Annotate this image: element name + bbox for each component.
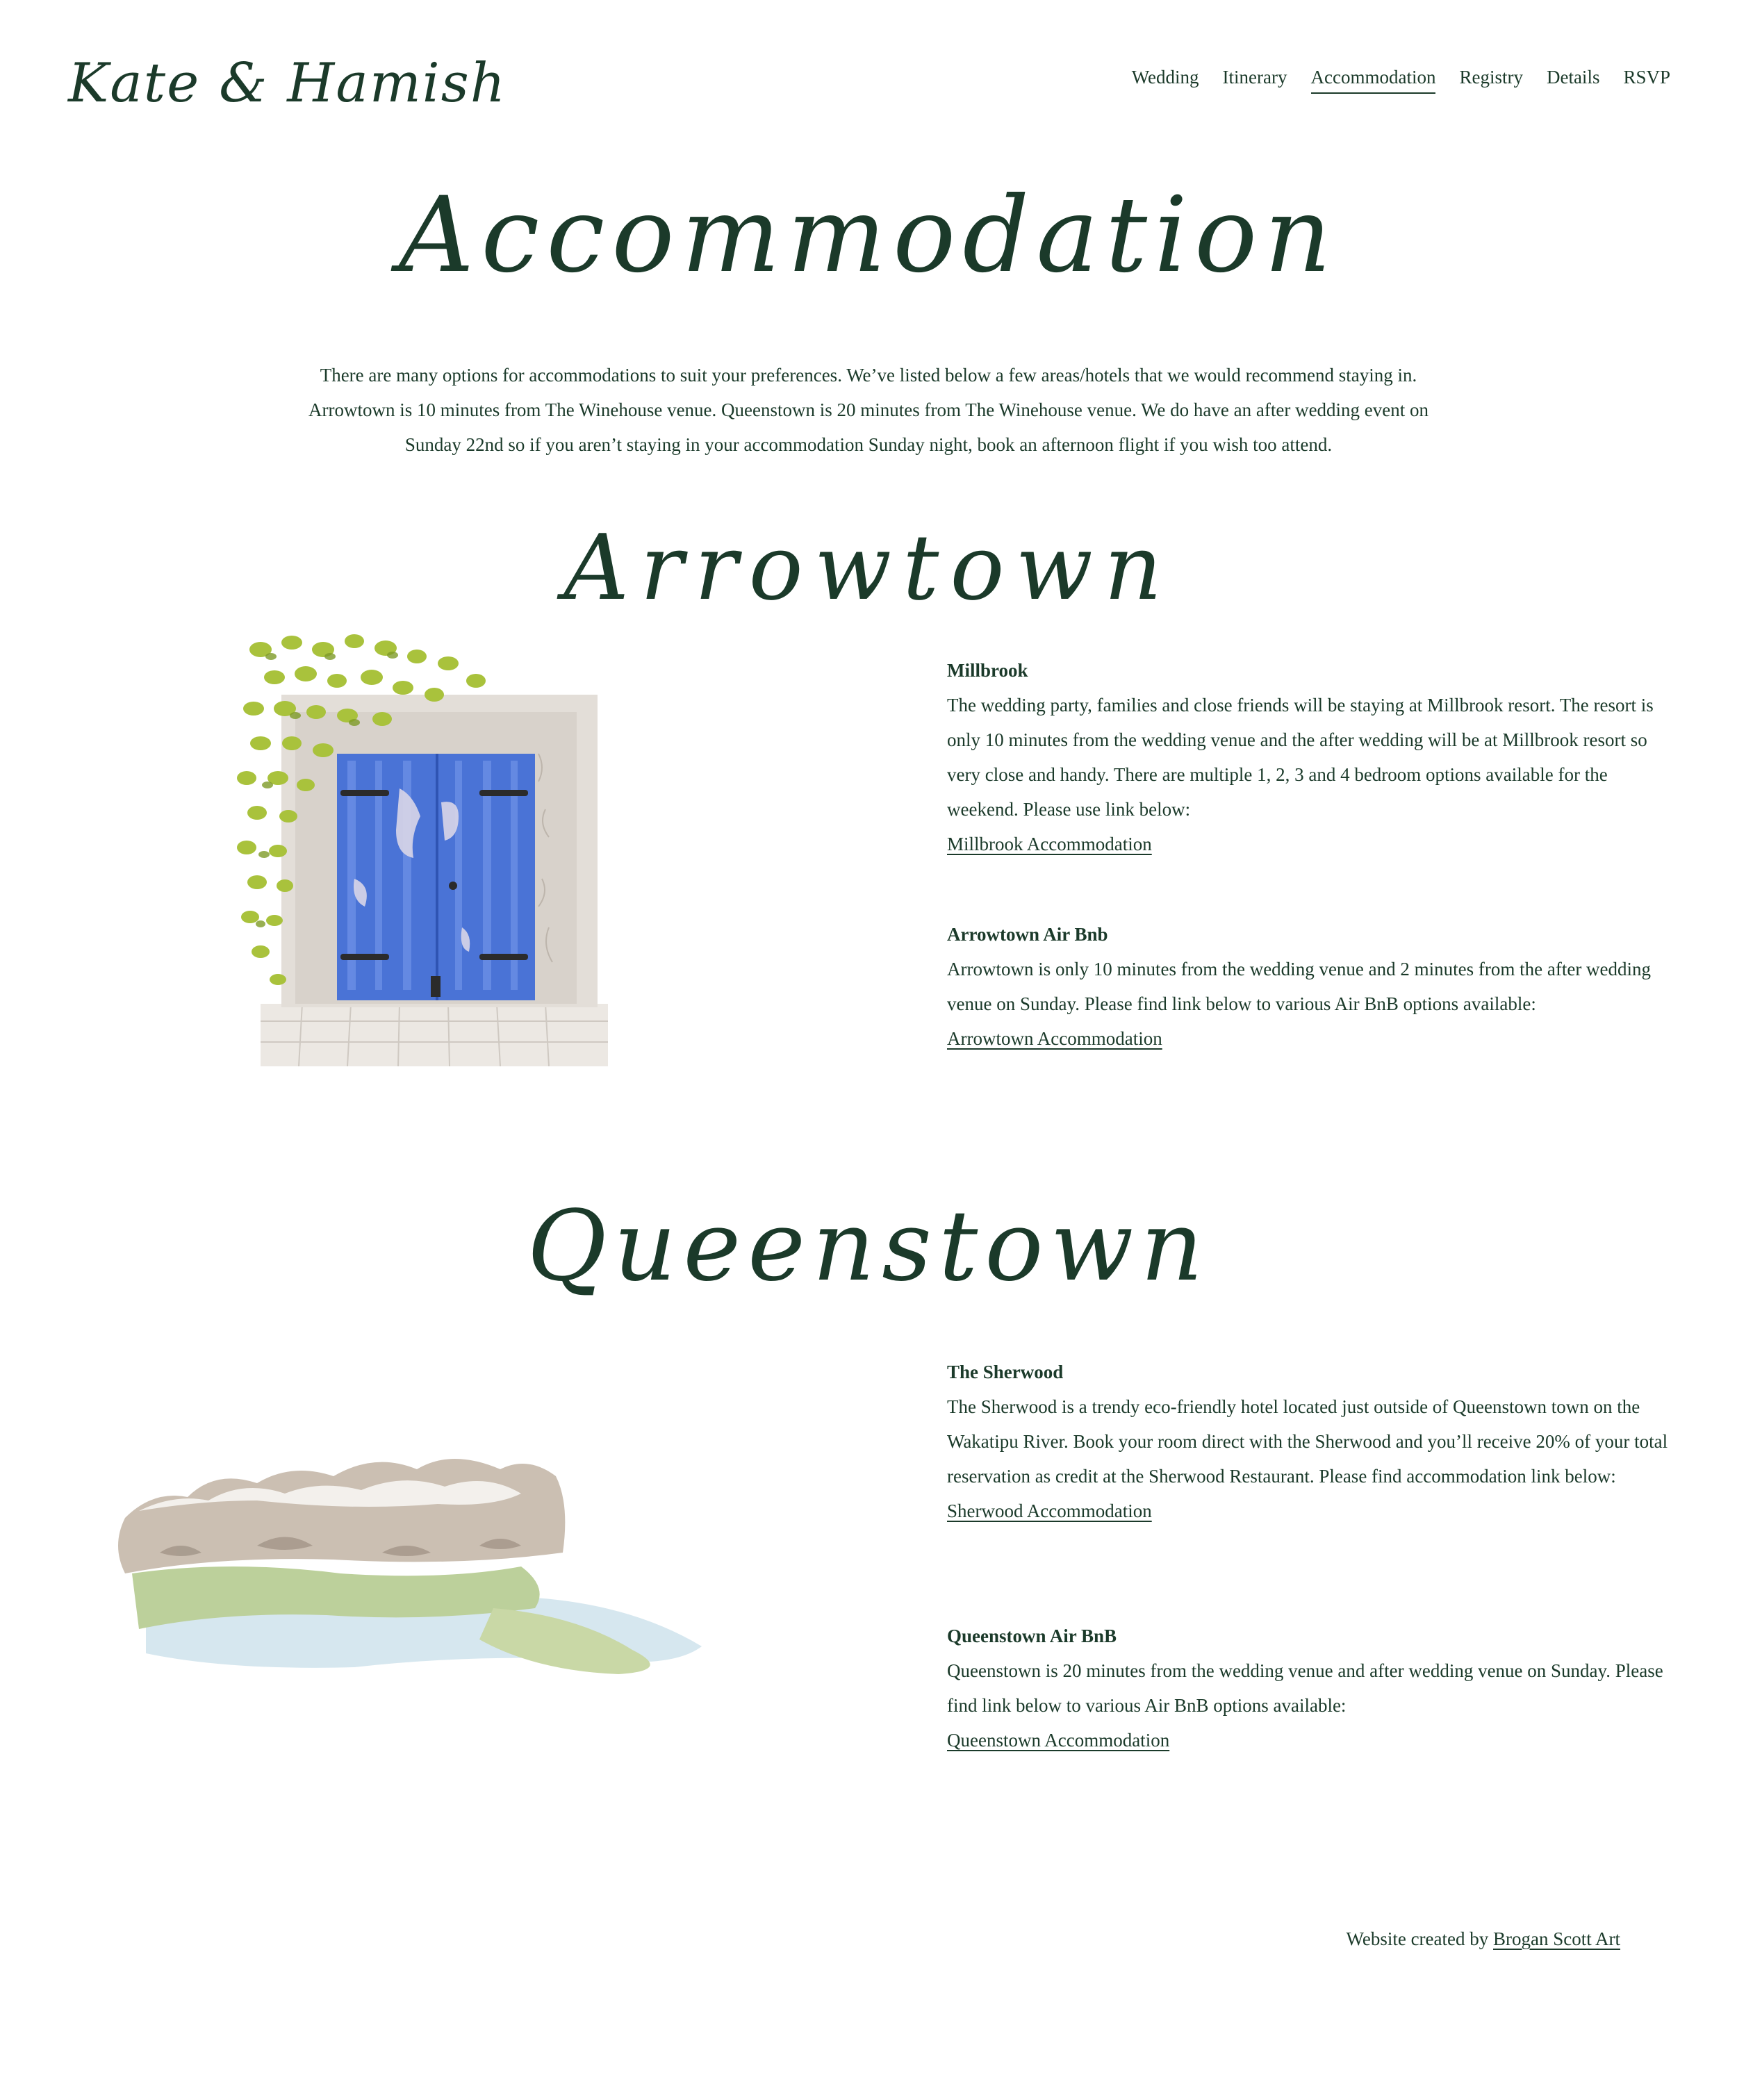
door-watercolor-illustration (233, 629, 629, 1073)
entry-title: Queenstown Air BnB (947, 1626, 1117, 1646)
entry-description: Arrowtown is only 10 minutes from the wedding venue and 2 minutes from the after wedding venue on Sunday. Please find link below to various Air BnB options available: (947, 959, 1652, 1014)
sherwood-accommodation-link[interactable]: Sherwood Accommodation (947, 1500, 1152, 1521)
lake-mountains-watercolor-illustration (118, 1448, 743, 1685)
nav-wedding[interactable]: Wedding (1131, 67, 1199, 88)
entry-queenstown-airbnb (947, 1619, 1670, 1758)
main-navigation (1132, 67, 1670, 94)
brand-text: Kate & Hamish (68, 52, 507, 115)
nav-itinerary[interactable]: Itinerary (1222, 67, 1287, 88)
arrowtown-accommodation-link[interactable]: Arrowtown Accommodation (947, 1028, 1162, 1049)
intro-line-2: Arrowtown is 10 minutes from The Winehouse venue. Queenstown is 20 minutes from The Winehouse venue. We do have an after wedding event on (308, 399, 1429, 420)
entry-description: Queenstown is 20 minutes from the wedding venue and after wedding venue on Sunday. Please find link below to various Air BnB options available: (947, 1660, 1663, 1716)
entry-title: The Sherwood (947, 1362, 1064, 1382)
entry-arrowtown-airbnb (947, 917, 1670, 1056)
entry-sherwood (947, 1355, 1670, 1528)
footer-credit-link[interactable]: Brogan Scott Art (1493, 1928, 1620, 1949)
section-heading-queenstown (0, 1189, 1737, 1303)
footer-credit-prefix: Website created by (1346, 1928, 1489, 1949)
millbrook-accommodation-link[interactable]: Millbrook Accommodation (947, 834, 1152, 854)
intro-line-3: Sunday 22nd so if you aren’t staying in your accommodation Sunday night, book an afternoon flight if you wish too attend. (404, 434, 1333, 455)
nav-accommodation[interactable]: Accommodation (1311, 67, 1436, 94)
entry-title: Arrowtown Air Bnb (947, 924, 1108, 945)
entry-title: Millbrook (947, 660, 1028, 681)
page-title (0, 174, 1737, 296)
nav-rsvp[interactable]: RSVP (1623, 67, 1670, 88)
arrowtown-heading-text: Arrowtown (563, 515, 1174, 620)
entry-millbrook (947, 653, 1670, 861)
brand-wordmark (68, 47, 507, 117)
footer-credit (1347, 1928, 1620, 1950)
entry-description: The wedding party, families and close friends will be staying at Millbrook resort. The resort is only 10 minutes from the wedding venue and the after wedding will be at Millbrook resort so very close and handy. There are multiple 1, 2, 3 and 4 bedroom options available for the weekend. Please use link below: (947, 695, 1654, 820)
nav-registry[interactable]: Registry (1459, 67, 1523, 88)
page-title-text: Accommodation (398, 175, 1339, 296)
queenstown-accommodation-link[interactable]: Queenstown Accommodation (947, 1730, 1170, 1751)
site-brand-logo[interactable] (68, 47, 507, 117)
queenstown-heading-text: Queenstown (527, 1190, 1210, 1303)
entry-description: The Sherwood is a trendy eco-friendly hotel located just outside of Queenstown town on the Wakatipu River. Book your room direct with the Sherwood and you’ll receive 20% of your total reservation as credit at the Sherwood Restaurant. Please find accommodation link below: (947, 1396, 1668, 1487)
nav-details[interactable]: Details (1546, 67, 1600, 88)
intro-line-1: There are many options for accommodations to suit your preferences. We’ve listed below a few areas/hotels that we would recommend staying in. (320, 365, 1417, 386)
section-heading-arrowtown (0, 515, 1737, 620)
intro-text (264, 358, 1473, 462)
